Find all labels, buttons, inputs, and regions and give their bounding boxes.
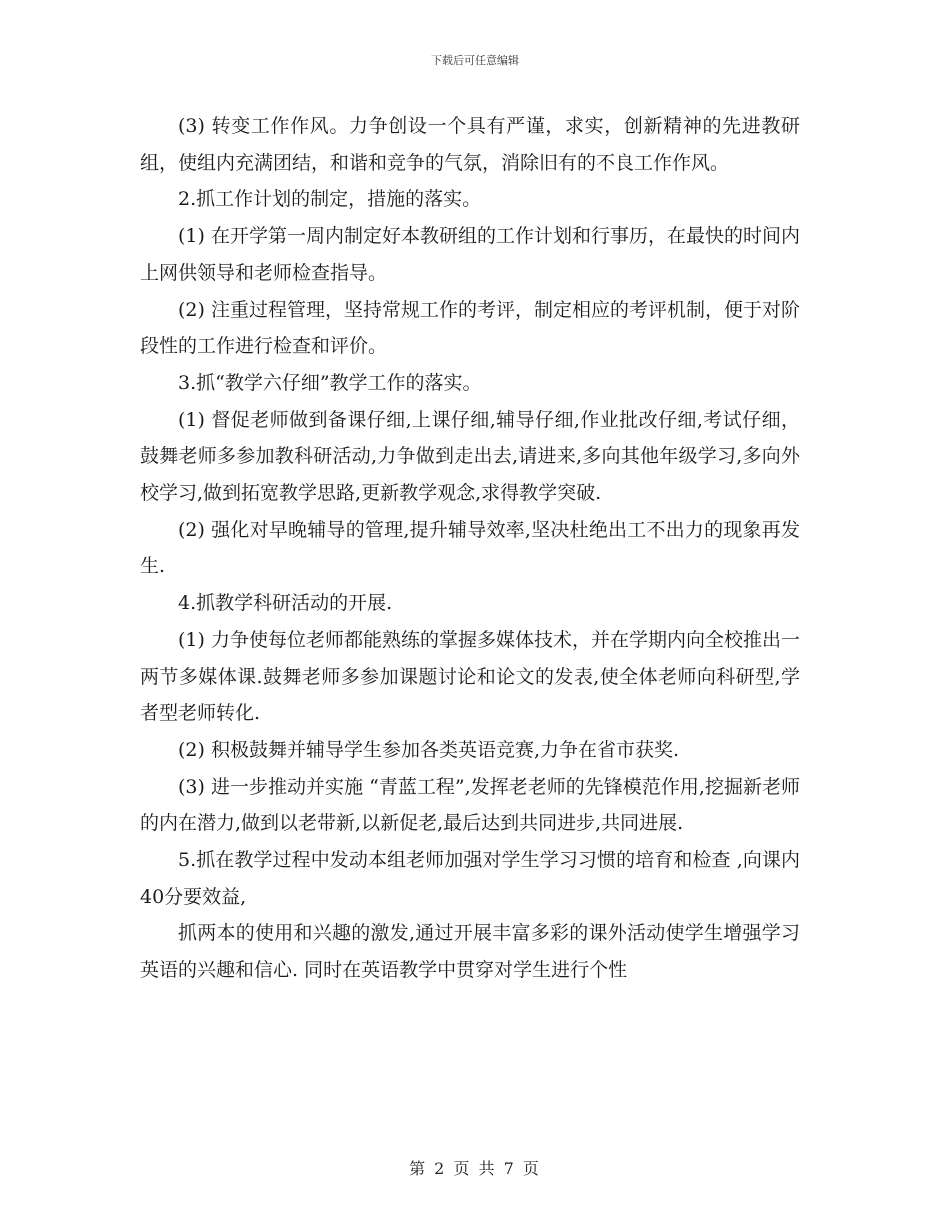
document-body <box>140 108 800 989</box>
paragraph: (3) 进一步推动并实施 “青蓝工程”,发挥老老师的先锋模范作用,挖掘新老师的内在潜力,做到以老带新,以新促老,最后达到共同进步,共同进展. <box>140 775 800 835</box>
paragraph: 5.抓在教学过程中发动本组老师加强对学生学习习惯的培育和检查 ,向课内40分要效益, <box>140 849 800 908</box>
paragraph: 2.抓工作计划的制定，措施的落实。 <box>178 188 482 211</box>
paragraph: (3) 转变工作作风。力争创设一个具有严谨，求实，创新精神的先进教研组，使组内充满团结，和谐和竞争的气氛，消除旧有的不良工作作风。 <box>140 115 800 174</box>
paragraph: (2) 积极鼓舞并辅导学生参加各类英语竞赛,力争在省市获奖. <box>178 738 680 761</box>
paragraph: 抓两本的使用和兴趣的激发,通过开展丰富多彩的课外活动使学生增强学习英语的兴趣和信心. 同时在英语教学中贯穿对学生进行个性 <box>140 922 800 982</box>
paragraph: 3.抓“教学六仔细”教学工作的落实。 <box>178 371 482 394</box>
paragraph: (2) 注重过程管理，坚持常规工作的考评，制定相应的考评机制，便于对阶段性的工作进行检查和评价。 <box>140 298 800 358</box>
paragraph: (1) 力争使每位老师都能熟练的掌握多媒体技术，并在学期内向全校推出一两节多媒体课.鼓舞老师多参加课题讨论和论文的发表,使全体老师向科研型,学者型老师转化. <box>140 628 800 725</box>
page-header-note: 下载后可任意编辑 <box>431 54 519 67</box>
paragraph: (1) 督促老师做到备课仔细,上课仔细,辅导仔细,作业批改仔细,考试仔细，鼓舞老师多参加教科研活动,力争做到走出去,请进来,多向其他年级学习,多向外校学习,做到拓宽教学思路,更新教学观念,求得教学突破. <box>140 408 800 505</box>
paragraph: 4.抓教学科研活动的开展. <box>178 592 393 615</box>
paragraph: (2) 强化对早晚辅导的管理,提升辅导效率,坚决杜绝出工不出力的现象再发生. <box>140 518 800 578</box>
page-number: 第 2 页 共 7 页 <box>409 1159 541 1178</box>
paragraph: (1) 在开学第一周内制定好本教研组的工作计划和行事历，在最快的时间内上网供领导和老师检查指导。 <box>140 225 800 284</box>
